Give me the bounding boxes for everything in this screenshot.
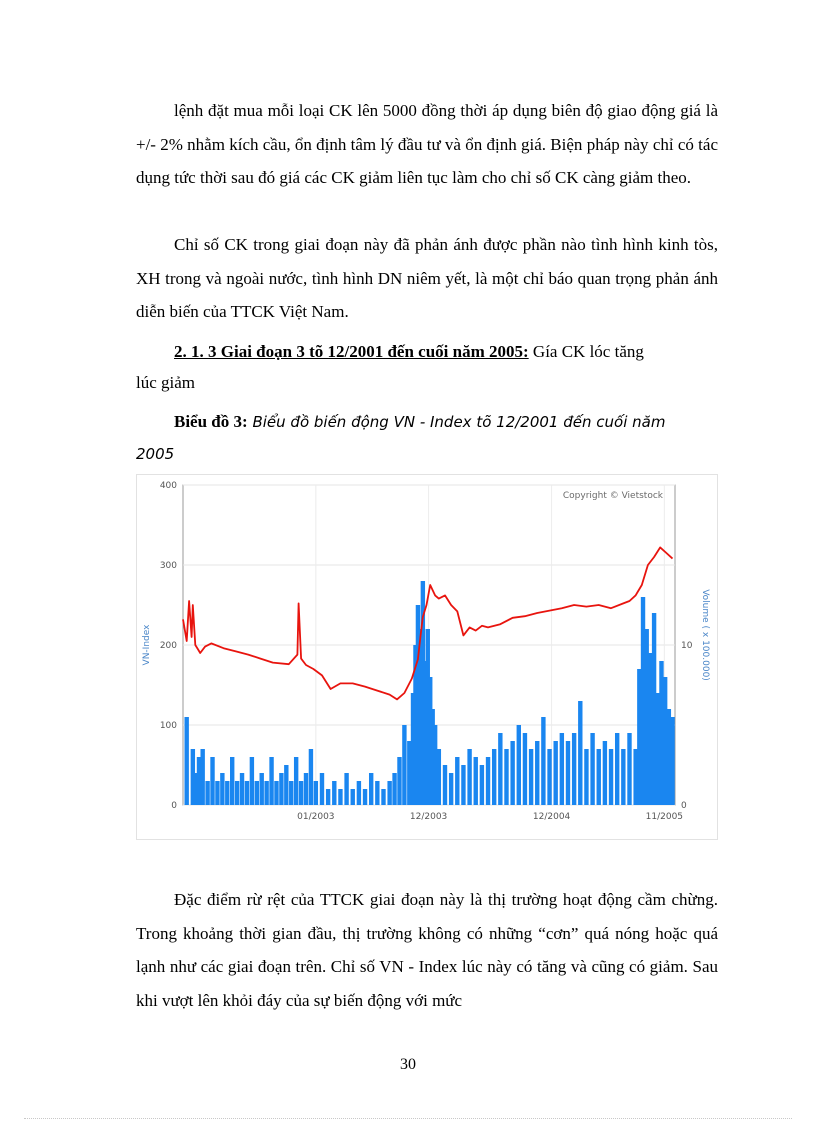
volume-bar (517, 725, 521, 805)
volume-bar (314, 781, 318, 805)
volume-bar (200, 749, 204, 805)
volume-bar (584, 749, 588, 805)
volume-bar (670, 717, 674, 805)
volume-bar (392, 773, 396, 805)
y-axis-right-label: Volume ( x 100.000) (700, 589, 710, 681)
volume-bar (375, 781, 379, 805)
volume-bar (363, 789, 367, 805)
y-tick-labels (160, 481, 177, 811)
volume-bar (260, 773, 264, 805)
volume-bar (230, 757, 234, 805)
vn-index-chart (136, 474, 718, 840)
volume-bar (498, 733, 502, 805)
volume-bar (309, 749, 313, 805)
volume-bar (351, 789, 355, 805)
volume-bar (304, 773, 308, 805)
volume-bar (541, 717, 545, 805)
volume-bar (486, 757, 490, 805)
volume-bar (480, 765, 484, 805)
volume-bar (455, 757, 459, 805)
volume-bar (240, 773, 244, 805)
volume-bar (387, 781, 391, 805)
chart-caption (136, 405, 718, 439)
volume-bar (357, 781, 361, 805)
volume-bar (274, 781, 278, 805)
volume-bar (279, 773, 283, 805)
section-heading (136, 336, 718, 367)
volume-bar (235, 781, 239, 805)
volume-bar (210, 757, 214, 805)
body-paragraph-2: Chỉ số CK trong giai đoạn này đã phản ánh được phần nào tình hình kinh tòs, XH trong và ngoài nước, tình hình DN niêm yết, là một chỉ báo quan trọng phản ánh diễn biến của TTCK Việt Nam. (136, 235, 718, 321)
volume-bar (627, 733, 631, 805)
x-tick-label: 01/2003 (297, 812, 335, 822)
volume-bar (397, 757, 401, 805)
y-tick-label: 100 (159, 721, 177, 731)
volume-bar (245, 781, 249, 805)
x-tick-label: 12/2003 (409, 812, 448, 822)
x-tick-labels (297, 812, 683, 822)
volume-bar (615, 733, 619, 805)
body-paragraph-3: Đặc điểm rừ rệt của TTCK giai đoạn này là thị trường hoạt động cầm chừng. Trong khoảng thời gian đầu, thị trường không có những “cơn” quá nóng hoặc quá lạnh như các giai đoạn trên. Chỉ số VN - Index lúc này có tăng và cũng có giảm. Sau khi vượt lên khỏi đáy của sự biến động với mức (136, 890, 718, 1010)
volume-bar (326, 789, 330, 805)
y-right-tick-label: 10 (681, 641, 693, 651)
volume-bar (437, 749, 441, 805)
volume-bar (467, 749, 471, 805)
volume-bar (269, 757, 273, 805)
volume-bar (590, 733, 594, 805)
y-tick-label: 400 (159, 481, 177, 491)
footer-divider (24, 1118, 792, 1119)
volume-bar (449, 773, 453, 805)
volume-bar (338, 789, 342, 805)
volume-bar (215, 781, 219, 805)
chart-caption-text: Biểu đồ biến động VN - Index tõ 12/2001 đến cuối năm (247, 413, 666, 431)
volume-bar (205, 781, 209, 805)
volume-bar (289, 781, 293, 805)
volume-bar (294, 757, 298, 805)
y-axis-label: VN-Index (142, 624, 152, 666)
volume-bar (535, 741, 539, 805)
volume-bar (523, 733, 527, 805)
volume-bar (381, 789, 385, 805)
volume-bar (461, 765, 465, 805)
y-tick-label: 0 (171, 801, 177, 811)
section-heading-line2: lúc giảm (136, 373, 196, 392)
volume-bar (284, 765, 288, 805)
volume-bar (264, 781, 268, 805)
volume-bar (529, 749, 533, 805)
volume-bar (504, 749, 508, 805)
volume-bar (220, 773, 224, 805)
volume-bar (597, 749, 601, 805)
volume-bar (609, 749, 613, 805)
chart-caption-line2: 2005 (136, 445, 175, 463)
volume-bar (560, 733, 564, 805)
volume-bar (255, 781, 259, 805)
y-tick-label: 200 (159, 641, 177, 651)
volume-bar (369, 773, 373, 805)
y-right-tick-label: 0 (681, 801, 687, 811)
volume-bar (572, 733, 576, 805)
volume-bar (566, 741, 570, 805)
volume-bar (332, 781, 336, 805)
volume-bar (474, 757, 478, 805)
volume-bar (578, 701, 582, 805)
volume-bar (320, 773, 324, 805)
chart-copyright: Copyright © Vietstock (562, 491, 663, 501)
volume-bar (603, 741, 607, 805)
body-paragraph-1: lệnh đặt mua mỗi loại CK lên 5000 đồng thời áp dụng biên độ giao động giá là +/- 2% nhằm kích cầu, ổn định tâm lý đầu tư và ổn định giá. Biện pháp này chỉ có tác dụng tức thời sau đó giá các CK giảm liên tục làm cho chỉ số CK càng giảm theo. (136, 101, 718, 187)
section-heading-subtitle: Gía CK lóc tăng (528, 342, 644, 361)
volume-bar (492, 749, 496, 805)
chart-caption-label: Biểu đồ 3: (174, 412, 248, 431)
x-tick-label: 11/2005 (645, 812, 684, 822)
volume-bar (225, 781, 229, 805)
y-right-tick-labels (681, 641, 693, 811)
volume-bar (547, 749, 551, 805)
volume-bar (443, 765, 447, 805)
volume-bar (184, 717, 188, 805)
volume-bar (402, 725, 406, 805)
volume-bar (553, 741, 557, 805)
section-heading-title: 2. 1. 3 Giai đoạn 3 tõ 12/2001 đến cuối năm 2005: (174, 342, 529, 361)
page-number: 30 (400, 1056, 416, 1073)
x-tick-label: 12/2004 (532, 812, 571, 822)
volume-bar (510, 741, 514, 805)
chart-svg (137, 475, 717, 839)
y-tick-label: 300 (159, 561, 177, 571)
volume-bar (250, 757, 254, 805)
volume-bar (344, 773, 348, 805)
volume-bar (299, 781, 303, 805)
volume-bar (621, 749, 625, 805)
